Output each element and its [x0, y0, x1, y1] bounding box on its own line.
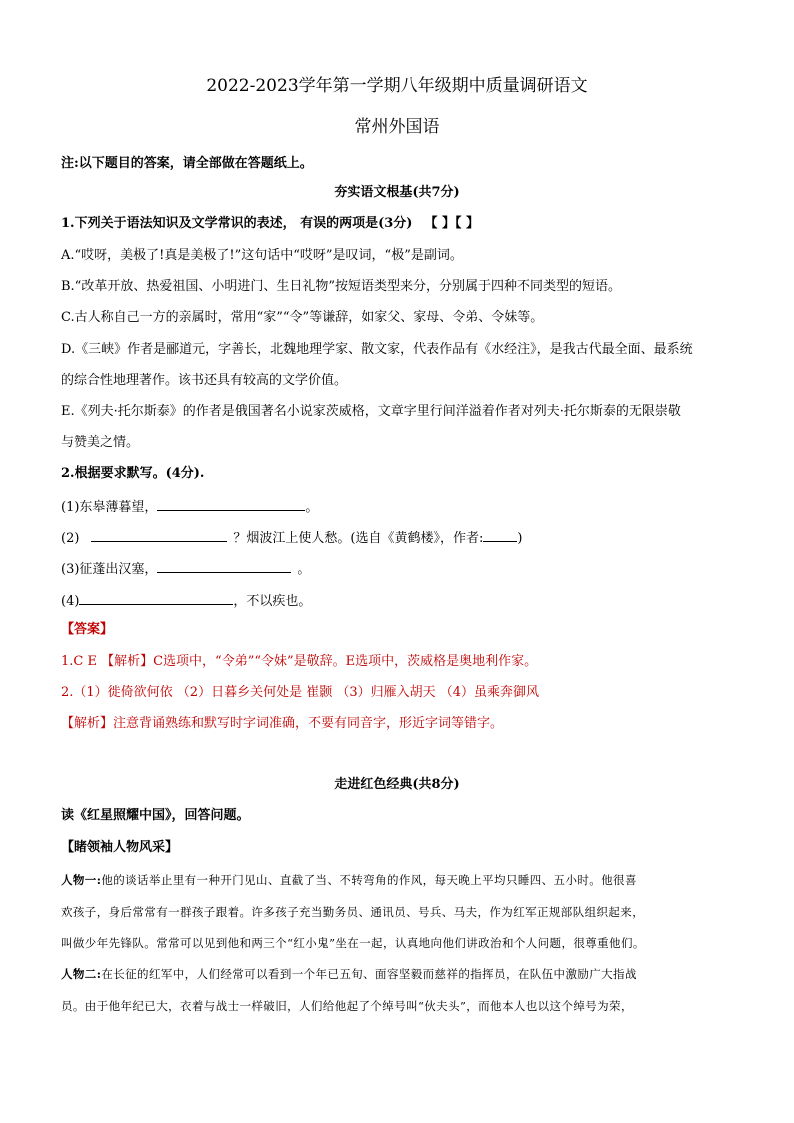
q2-item3-suffix: 。	[297, 562, 311, 577]
person1-line2: 欢孩子，身后常常有一群孩子跟着。许多孩子充当勤务员、通讯员、号兵、马夫，作为红军正规部队组织起来，	[61, 905, 645, 919]
q2-item3-blank[interactable]	[157, 560, 291, 573]
section2-subheading: 【睹领袖人物风采】	[61, 840, 179, 855]
q2-item4-blank[interactable]	[79, 592, 233, 605]
q1-option-e-line2: 与赞美之情。	[61, 435, 140, 450]
person2-text1: 在长征的红军中，人们经常可以看到一个年已五旬、面容坚毅而慈祥的指挥员，在队伍中激励广大指战	[101, 967, 637, 981]
q1-stem	[61, 216, 479, 232]
person2-line1	[61, 966, 637, 982]
person2-label: 人物二:	[61, 967, 102, 981]
q2-item3-prefix: (3)征蓬出汉塞，	[61, 562, 158, 577]
q2-item4	[61, 592, 311, 610]
person1-line3: 叫做少年先锋队。常常可以见到他和两三个“红小鬼”坐在一起，认真地向他们讲政治和个人问题，很尊重他们。	[61, 936, 645, 950]
person2-line2: 员。由于他年纪已大，衣着与战士一样破旧，人们给他起了个绰号叫“伙夫头”，而他本人也以这个绰号为荣，	[61, 999, 633, 1013]
answer-label: 【答案】	[61, 622, 114, 637]
q2-item2	[61, 529, 522, 547]
q2-item2-author-blank[interactable]	[483, 529, 517, 542]
school-name: 常州外国语	[354, 117, 440, 137]
q2-item1	[61, 498, 318, 516]
person1-line1	[61, 872, 637, 888]
analysis-line: 【解析】注意背诵熟练和默写时字词准确，不要有同音字，形近字词等错字。	[61, 716, 504, 731]
instruction-note: 注:以下题目的答案，请全部做在答题纸上。	[61, 156, 313, 171]
q2-item3	[61, 560, 310, 578]
q1-option-c: C.古人称自己一方的亲属时，常用“家”“令”等谦辞，如家父、家母、令弟、令妹等。	[61, 310, 544, 325]
person1-label: 人物一:	[61, 873, 102, 887]
answer-line2: 2.（1）徙倚欲何依 （2）日暮乡关何处是 崔颢 （3）归雁入胡天 （4）虽乘奔御风	[61, 685, 540, 700]
section1-heading: 夯实语文根基(共7分)	[334, 185, 460, 200]
q1-option-d-line2: 的综合性地理著作。该书还具有较高的文学价值。	[61, 373, 348, 388]
answer-brackets: 【 】【 】	[424, 216, 480, 231]
q1-option-d-line1: D.《三峡》作者是郦道元，字善长，北魏地理学家、散文家，代表作品有《水经注》，是我古代最全面、最系统	[61, 342, 693, 357]
q1-option-e-line1: E.《列夫·托尔斯泰》的作者是俄国著名小说家茨威格，文章字里行间洋溢着作者对列夫·托尔斯泰的无限崇敬	[61, 404, 681, 419]
q2-item1-blank[interactable]	[157, 498, 305, 511]
q1-option-b: B.“改革开放、热爱祖国、小明进门、生日礼物”按短语类型来分，分别属于四种不同类型的短语。	[61, 279, 621, 294]
q2-item4-suffix: ，不以疾也。	[233, 594, 312, 609]
q2-item2-suffix: ？烟波江上使人愁。(选自《黄鹤楼》，作者:	[233, 531, 484, 546]
q2-item4-prefix: (4)	[61, 594, 80, 609]
exam-title: 2022-2023学年第一学期八年级期中质量调研语文	[206, 76, 588, 96]
q1-stem-text: 1.下列关于语法知识及文学常识的表述， 有误的两项是(3分)	[61, 216, 413, 231]
q2-item1-suffix: 。	[305, 500, 319, 515]
section2-heading: 走进红色经典(共8分)	[334, 777, 460, 792]
answer-line1: 1.C E 【解析】C选项中，“令弟”“令妹”是敬辞。E选项中，茨威格是奥地利作家。	[61, 654, 538, 669]
q2-item2-prefix: (2)	[61, 531, 80, 546]
section2-intro: 读《红星照耀中国》，回答问题。	[61, 808, 250, 823]
person1-text1: 他的谈话举止里有一种开门见山、直截了当、不转弯角的作风，每天晚上平均只睡四、五小时。他很喜	[101, 873, 637, 887]
q2-stem: 2.根据要求默写。(4分).	[61, 466, 205, 481]
q1-option-a: A.“哎呀，美极了!真是美极了!”这句话中“哎呀”是叹词，“极”是副词。	[61, 248, 463, 263]
q2-item2-end: )	[517, 531, 523, 546]
q2-item2-blank[interactable]	[91, 529, 227, 542]
q2-item1-prefix: (1)东皋薄暮望，	[61, 500, 158, 515]
